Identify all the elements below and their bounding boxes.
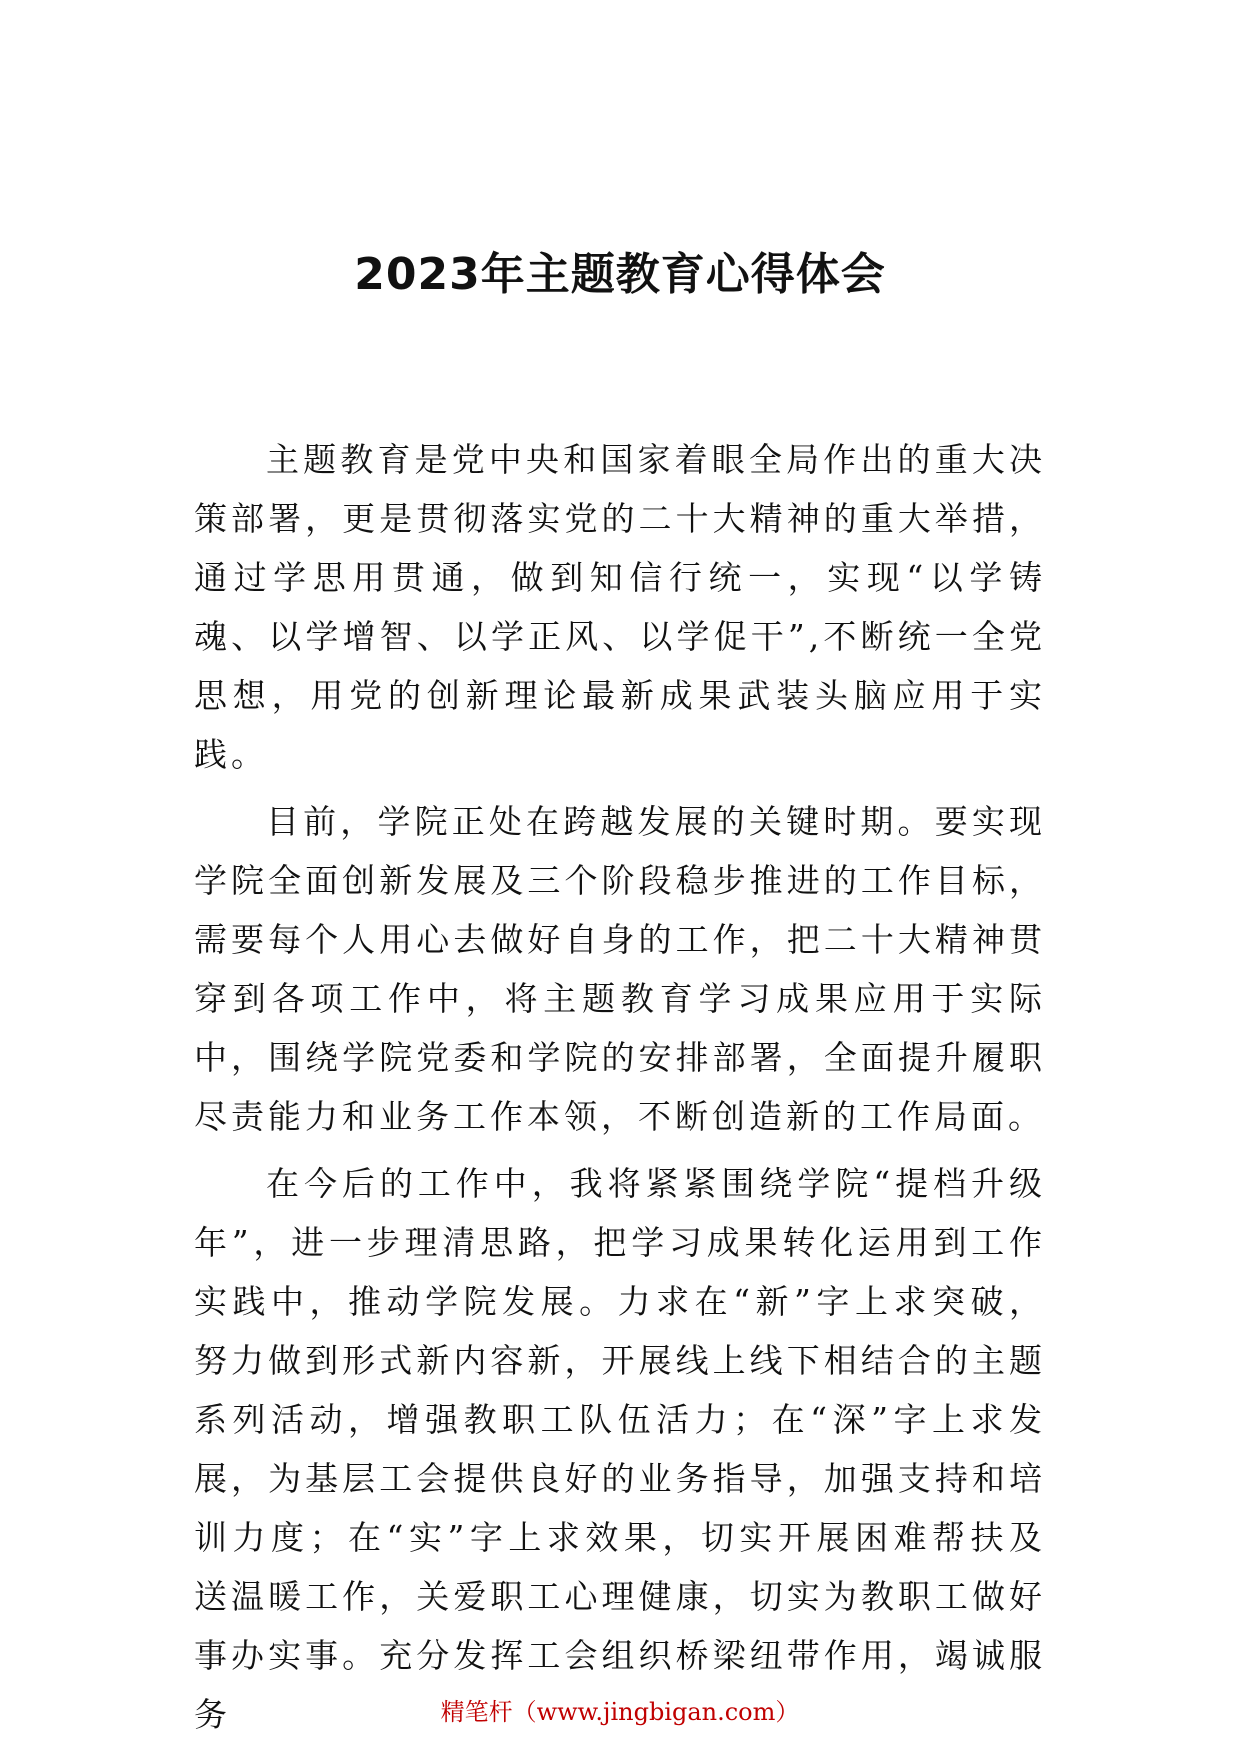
document-title: 2023年主题教育心得体会 <box>354 249 886 300</box>
paragraph-1: 主题教育是党中央和国家着眼全局作出的重大决策部署，更是贯彻落实党的二十大精神的重大举措，通过学思用贯通，做到知信行统一，实现“以学铸魂、以学增智、以学正风、以学促干”,不断统一全党思想，用党的创新理论最新成果武装头脑应用于实践。 <box>194 440 1046 774</box>
paragraph-3: 在今后的工作中，我将紧紧围绕学院“提档升级年”，进一步理清思路，把学习成果转化运用到工作实践中，推动学院发展。力求在“新”字上求突破，努力做到形式新内容新，开展线上线下相结合的主题系列活动，增强教职工队伍活力；在“深”字上求发展，为基层工会提供良好的业务指导，加强支持和培训力度；在“实”字上求效果，切实开展困难帮扶及送温暖工作，关爱职工心理健康，切实为教职工做好事办实事。充分发挥工会组织桥梁纽带作用，竭诚服务 <box>194 1164 1046 1734</box>
document-body <box>194 430 1046 1752</box>
paragraph-2: 目前，学院正处在跨越发展的关键时期。要实现学院全面创新发展及三个阶段稳步推进的工作目标，需要每个人用心去做好自身的工作，把二十大精神贯穿到各项工作中，将主题教育学习成果应用于实际中，围绕学院党委和学院的安排部署，全面提升履职尽责能力和业务工作本领，不断创造新的工作局面。 <box>194 802 1046 1136</box>
footer-watermark: 精笔杆（www.jingbigan.com） <box>440 1698 800 1726</box>
